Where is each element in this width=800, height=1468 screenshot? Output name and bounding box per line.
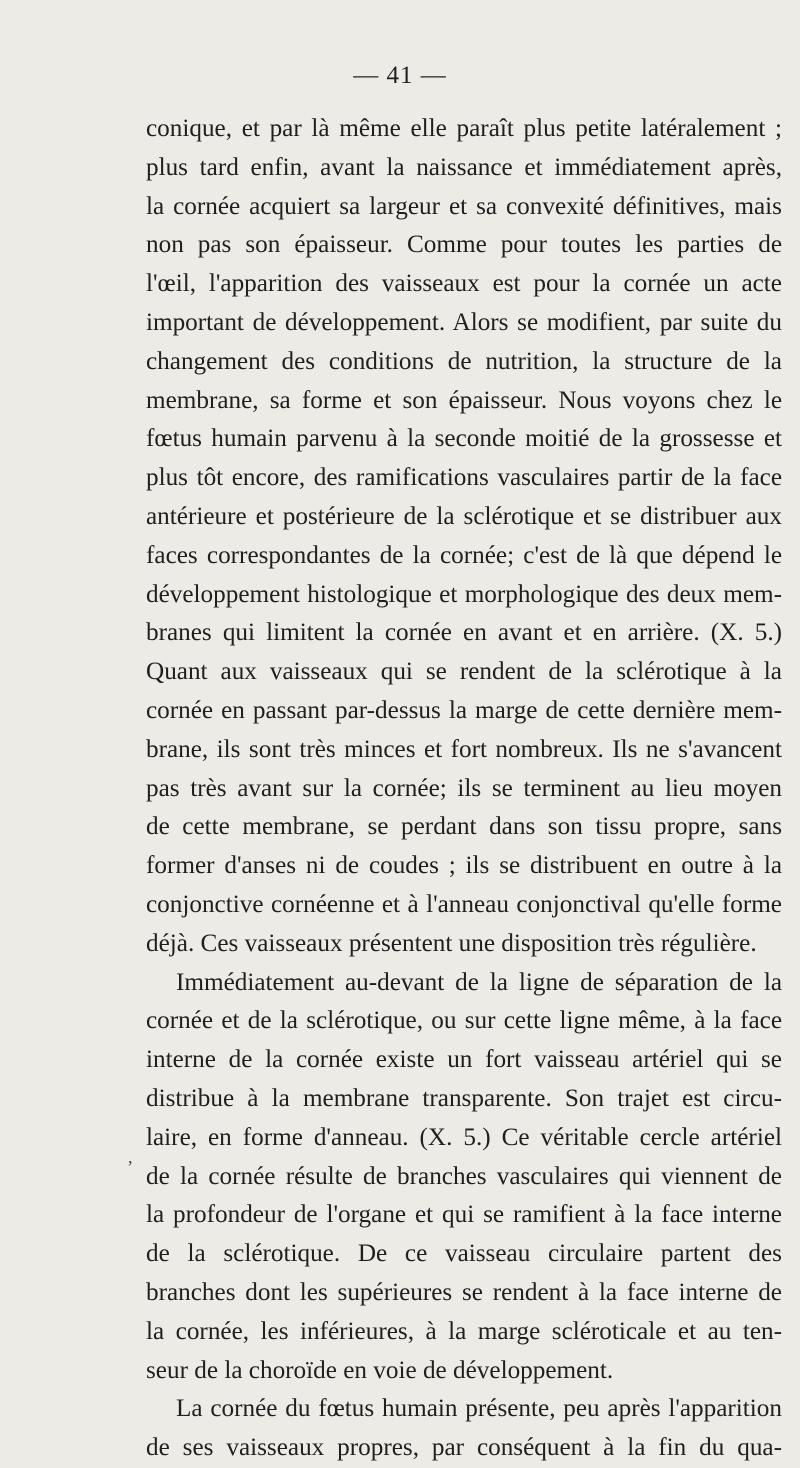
text-line: branes qui limitent la cornée en avant et en arrière. (X. 5.) [146, 619, 782, 647]
text-line: non pas son épaisseur. Comme pour toutes les parties de [146, 231, 782, 259]
text-line: antérieure et postérieure de la sclérotique et se distribuer aux [146, 502, 782, 530]
text-line: Immédiatement au-devant de la ligne de séparation de la [176, 968, 782, 996]
text-line: pas très avant sur la cornée; ils se terminent au lieu moyen [146, 774, 782, 802]
text-line: branches dont les supérieures se rendent à la face interne de [146, 1278, 782, 1306]
text-line: la cornée, les inférieures, à la marge scléroticale et au ten- [146, 1317, 782, 1345]
text-line: déjà. Ces vaisseaux présentent une disposition très régulière. [146, 929, 757, 957]
text-line: l'œil, l'apparition des vaisseaux est pour la cornée un acte [146, 270, 782, 298]
text-line: cornée en passant par-dessus la marge de cette dernière mem- [146, 696, 782, 724]
text-line: faces correspondantes de la cornée; c'est de là que dépend le [146, 541, 782, 569]
text-line: de la cornée résulte de branches vasculaires qui viennent de [146, 1162, 782, 1190]
text-line: de ses vaisseaux propres, par conséquent à la fin du qua- [146, 1434, 782, 1462]
text-line: plus tôt encore, des ramifications vasculaires partir de la face [146, 464, 782, 492]
text-line: plus tard enfin, avant la naissance et immédiatement après, [146, 153, 782, 181]
text-line: cornée et de la sclérotique, ou sur cette ligne même, à la face [146, 1007, 782, 1035]
text-line: développement histologique et morphologique des deux mem- [146, 580, 782, 608]
text-line: la profondeur de l'organe et qui se ramifient à la face interne [146, 1201, 782, 1229]
text-line: former d'anses ni de coudes ; ils se distribuent en outre à la [146, 852, 782, 880]
text-line: La cornée du fœtus humain présente, peu après l'apparition [176, 1395, 782, 1423]
text-line: changement des conditions de nutrition, la structure de la [146, 347, 782, 375]
text-line: brane, ils sont très minces et fort nombreux. Ils ne s'avancent [146, 735, 782, 763]
text-line: conjonctive cornéenne et à l'anneau conjonctival qu'elle forme [146, 890, 782, 918]
text-line: la cornée acquiert sa largeur et sa convexité définitives, mais [146, 192, 782, 220]
margin-mark: , [128, 1147, 133, 1167]
text-line: conique, et par là même elle paraît plus petite latéralement ; [146, 115, 782, 142]
text-line: seur de la choroïde en voie de développement. [146, 1356, 614, 1384]
text-line: de la sclérotique. De ce vaisseau circulaire partent des [146, 1240, 782, 1268]
text-line: important de développement. Alors se modifient, par suite du [146, 308, 782, 336]
page-number: — 41 — [353, 62, 447, 89]
text-line: interne de la cornée existe un fort vaisseau artériel qui se [146, 1046, 782, 1074]
body-text [146, 110, 782, 1468]
text-line: de cette membrane, se perdant dans son tissu propre, sans [146, 813, 782, 841]
text-line: Quant aux vaisseaux qui se rendent de la sclérotique à la [146, 658, 782, 686]
text-line: membrane, sa forme et son épaisseur. Nous voyons chez le [146, 386, 782, 414]
text-line: distribue à la membrane transparente. Son trajet est circu- [146, 1084, 782, 1112]
text-line: laire, en forme d'anneau. (X. 5.) Ce véritable cercle artériel [146, 1123, 782, 1151]
text-line: fœtus humain parvenu à la seconde moitié de la grossesse et [146, 425, 782, 453]
